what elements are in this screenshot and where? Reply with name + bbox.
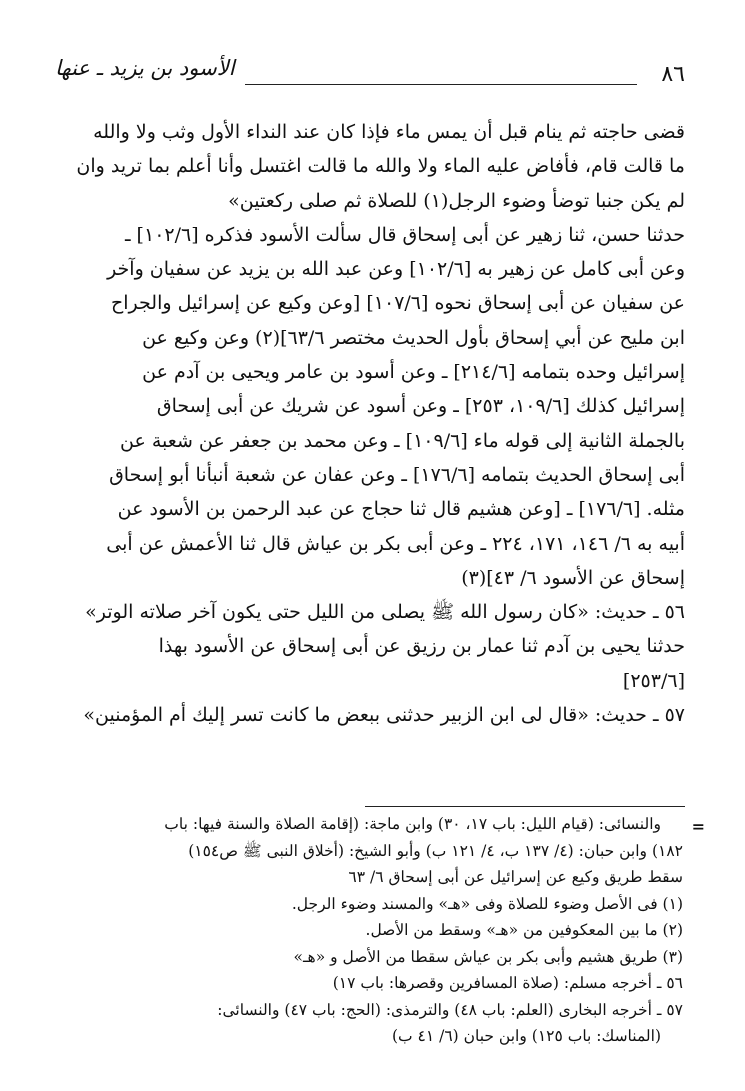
continuation-mark: = (691, 817, 705, 836)
reference: [٢٥٣/٦] (622, 669, 685, 692)
body-line: حدثنا يحيى بن آدم ثنا عمار بن رزيق عن أبى إسحاق عن الأسود بهذا (158, 635, 685, 658)
page-header (55, 54, 685, 94)
page-number: ٨٦ (661, 62, 685, 87)
hadith-heading: ٥٦ ـ حديث: «كان رسول الله ﷺ يصلى من الليل حتى يكون آخر صلاته الوتر» (85, 601, 685, 624)
footnote-line: والنسائى: (قيام الليل: باب ١٧، ٣٠) وابن ماجة: (إقامة الصلاة والسنة فيها: باب (164, 815, 661, 833)
footnote-line: ١٨٢) وابن حبان: (٤/ ١٣٧ ب، ٤/ ١٢١ ب) وأبو الشيخ: (أخلاق النبى ﷺ ص١٥٤) (188, 841, 683, 860)
running-title: الأسود بن يزيد ـ عنها (55, 56, 235, 80)
footnote-line: سقط طريق وكيع عن إسرائيل عن أبى إسحاق ٦/ ٦٣ (348, 868, 683, 886)
hadith-heading: ٥٧ ـ حديث: «قال لى ابن الزبير حدثنى ببعض ما كانت تسر إليك أم المؤمنين» (83, 704, 685, 727)
footnote-line: (٣) طريق هشيم وأبى بكر بن عياش سقطا من الأصل و «هـ» (293, 947, 683, 966)
body-line: إسرائيل كذلك [١٠٩/٦، ٢٥٣] ـ وعن أسود عن شريك عن أبى إسحاق (156, 395, 685, 418)
body-line: إسرائيل وحده بتمامه [٢١٤/٦] ـ وعن أسود بن عامر ويحيى بن آدم عن (142, 361, 685, 384)
footnote-divider (365, 806, 685, 807)
footnote-line: (١) فى الأصل وضوء للصلاة وفى «هـ» والمسند وضوء الرجل. (291, 894, 683, 913)
main-text (62, 115, 685, 732)
body-line: حدثنا حسن، ثنا زهير عن أبى إسحاق قال سألت الأسود فذكره [١٠٢/٦] ـ (124, 223, 685, 246)
header-rule (245, 84, 637, 85)
footnote-line: ٥٦ ـ أخرجه مسلم: (صلاة المسافرين وقصرها: باب ١٧) (332, 974, 683, 992)
footnote-line: (٢) ما بين المعكوفين من «هـ» وسقط من الأصل. (365, 921, 683, 939)
body-line: ابن مليح عن أبي إسحاق بأول الحديث مختصر ٦٣/٦](٢) وعن وكيع عن (142, 326, 685, 349)
body-line: بالجملة الثانية إلى قوله ماء [١٠٩/٦] ـ وعن محمد بن جعفر عن شعبة عن (120, 429, 685, 452)
body-line: ما قالت قام، فأفاض عليه الماء ولا والله ما قالت اغتسل وأنا أعلم بما تريد وان (76, 155, 685, 178)
footnote-line: ٥٧ ـ أخرجه البخارى (العلم: باب ٤٨) والترمذى: (الحج: باب ٤٧) والنسائى: (217, 1000, 683, 1019)
body-line: مثله. [١٧٦/٦] ـ [وعن هشيم قال ثنا حجاج عن عبد الرحمن بن الأسود عن (117, 498, 685, 521)
body-line: عن سفيان عن أبى إسحاق نحوه [١٠٧/٦] [وعن وكيع عن إسرائيل والجراح (111, 292, 685, 315)
body-line: لم يكن جنبا توضأ وضوء الرجل(١) للصلاة ثم صلى ركعتين» (228, 189, 685, 212)
body-line: أبى إسحاق الحديث بتمامه [١٧٦/٦] ـ وعن عفان عن شعبة أنبأنا أبو إسحاق (109, 463, 685, 486)
body-line: قضى حاجته ثم ينام قبل أن يمس ماء فإذا كان عند النداء الأول وثب ولا والله (93, 121, 685, 143)
body-line: أبيه به ٦/ ١٤٦، ١٧١، ٢٢٤ ـ وعن أبى بكر بن عياش قال ثنا الأعمش عن أبى (106, 532, 685, 555)
body-line: إسحاق عن الأسود ٦/ ٤٣](٣) (461, 566, 685, 589)
footnote-line: (المناسك: باب ١٢٥) وابن حبان (٦/ ٤١ ب) (391, 1027, 661, 1045)
footnotes (62, 811, 683, 1050)
body-line: وعن أبى كامل عن زهير به [١٠٢/٦] وعن عبد الله بن يزيد عن سفيان وآخر (107, 258, 685, 281)
